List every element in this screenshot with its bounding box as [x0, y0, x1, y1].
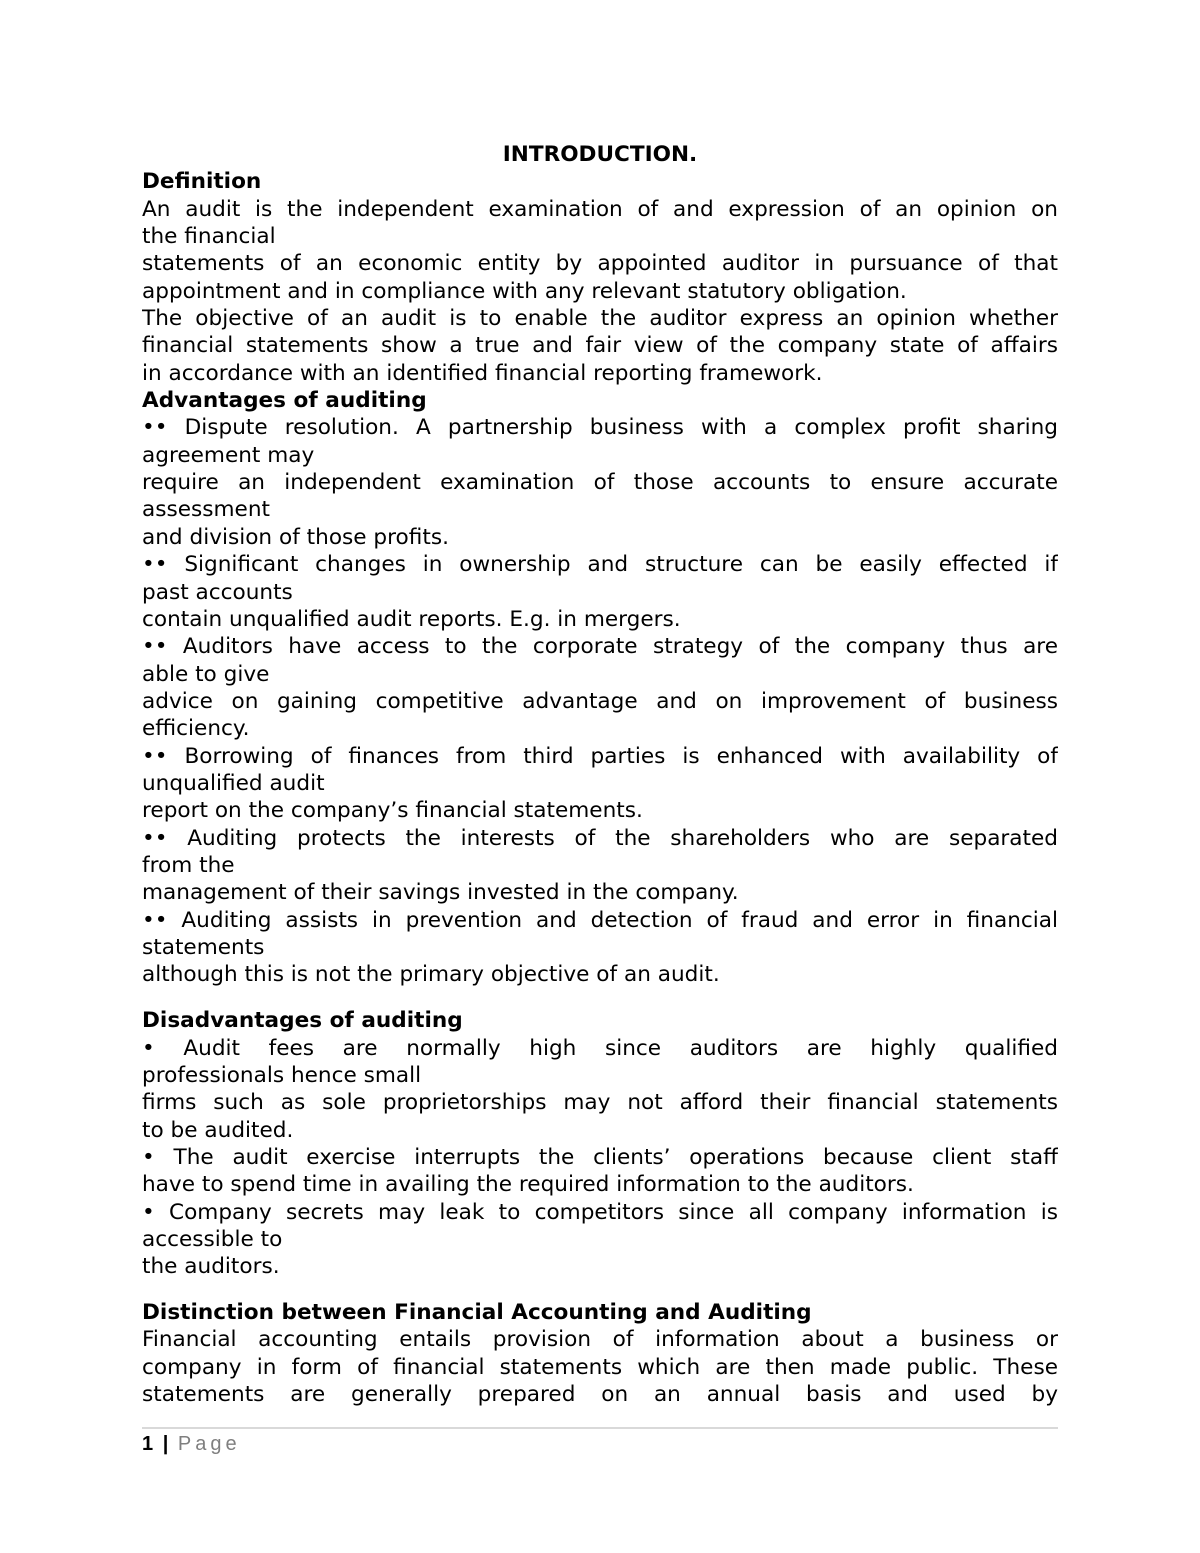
- spacer: [142, 989, 1058, 1008]
- bullet-line: •• Borrowing of finances from third parties is enhanced with availability of: [142, 743, 1058, 769]
- text-line: in accordance with an identified financial reporting framework.: [142, 360, 823, 386]
- text-line: able to give: [142, 661, 270, 687]
- text-line: The objective of an audit is to enable the auditor express an opinion whether: [142, 306, 1058, 332]
- page-label: Page: [177, 1433, 241, 1455]
- text-line: past accounts: [142, 579, 293, 605]
- text-line: to be audited.: [142, 1117, 294, 1143]
- section-heading-advantages: Advantages of auditing: [142, 388, 427, 414]
- bullet-line: •• Dispute resolution. A partnership business with a complex profit sharing: [142, 415, 1058, 441]
- bullet-line: • Audit fees are normally high since auditors are highly qualified: [142, 1035, 1058, 1061]
- text-line: financial statements show a true and fair view of the company state of affairs: [142, 333, 1058, 359]
- text-line: accessible to: [142, 1226, 283, 1252]
- text-line: although this is not the primary objective of an audit.: [142, 962, 720, 988]
- section-heading-disadvantages: Disadvantages of auditing: [142, 1008, 463, 1034]
- text-line: statements: [142, 934, 265, 960]
- text-line: and division of those profits.: [142, 524, 449, 550]
- section-heading-definition: Definition: [142, 169, 262, 195]
- text-line: appointment and in compliance with any relevant statutory obligation.: [142, 278, 907, 304]
- text-line: unqualified audit: [142, 770, 325, 796]
- text-line: company in form of financial statements which are then made public. These: [142, 1354, 1058, 1380]
- text-line: contain unqualified audit reports. E.g. in mergers.: [142, 606, 681, 632]
- text-line: assessment: [142, 497, 270, 523]
- text-line: professionals hence small: [142, 1062, 422, 1088]
- text-line: the financial: [142, 224, 276, 250]
- document-page: [142, 141, 1058, 1408]
- text-line: the auditors.: [142, 1254, 280, 1280]
- text-line: require an independent examination of those accounts to ensure accurate: [142, 470, 1058, 496]
- text-line: statements are generally prepared on an annual basis and used by: [142, 1382, 1058, 1408]
- text-line: management of their savings invested in the company.: [142, 880, 739, 906]
- bullet-line: • Company secrets may leak to competitors since all company information is: [142, 1199, 1058, 1225]
- footer-separator: |: [162, 1433, 169, 1455]
- text-line: efficiency.: [142, 716, 250, 742]
- footer-divider: [142, 1427, 1058, 1429]
- bullet-line: •• Auditors have access to the corporate strategy of the company thus are: [142, 634, 1058, 660]
- section-heading-distinction: Distinction between Financial Accounting and Auditing: [142, 1300, 812, 1326]
- text-line: advice on gaining competitive advantage and on improvement of business: [142, 688, 1058, 714]
- text-line: An audit is the independent examination of and expression of an opinion on: [142, 196, 1058, 222]
- text-line: have to spend time in availing the required information to the auditors.: [142, 1172, 914, 1198]
- text-line: report on the company’s financial statements.: [142, 798, 643, 824]
- bullet-line: •• Auditing assists in prevention and detection of fraud and error in financial: [142, 907, 1058, 933]
- document-title: INTRODUCTION.: [502, 142, 698, 167]
- text-line: from the: [142, 852, 235, 878]
- page-footer: [142, 1433, 241, 1456]
- spacer: [142, 1281, 1058, 1300]
- text-line: statements of an economic entity by appointed auditor in pursuance of that: [142, 251, 1058, 277]
- page-number: 1: [142, 1433, 154, 1455]
- text-line: agreement may: [142, 442, 315, 468]
- text-line: firms such as sole proprietorships may not afford their financial statements: [142, 1090, 1058, 1116]
- bullet-line: • The audit exercise interrupts the clients’ operations because client staff: [142, 1144, 1058, 1170]
- text-line: Financial accounting entails provision of information about a business or: [142, 1327, 1058, 1353]
- bullet-line: •• Auditing protects the interests of the shareholders who are separated: [142, 825, 1058, 851]
- bullet-line: •• Significant changes in ownership and structure can be easily effected if: [142, 552, 1058, 578]
